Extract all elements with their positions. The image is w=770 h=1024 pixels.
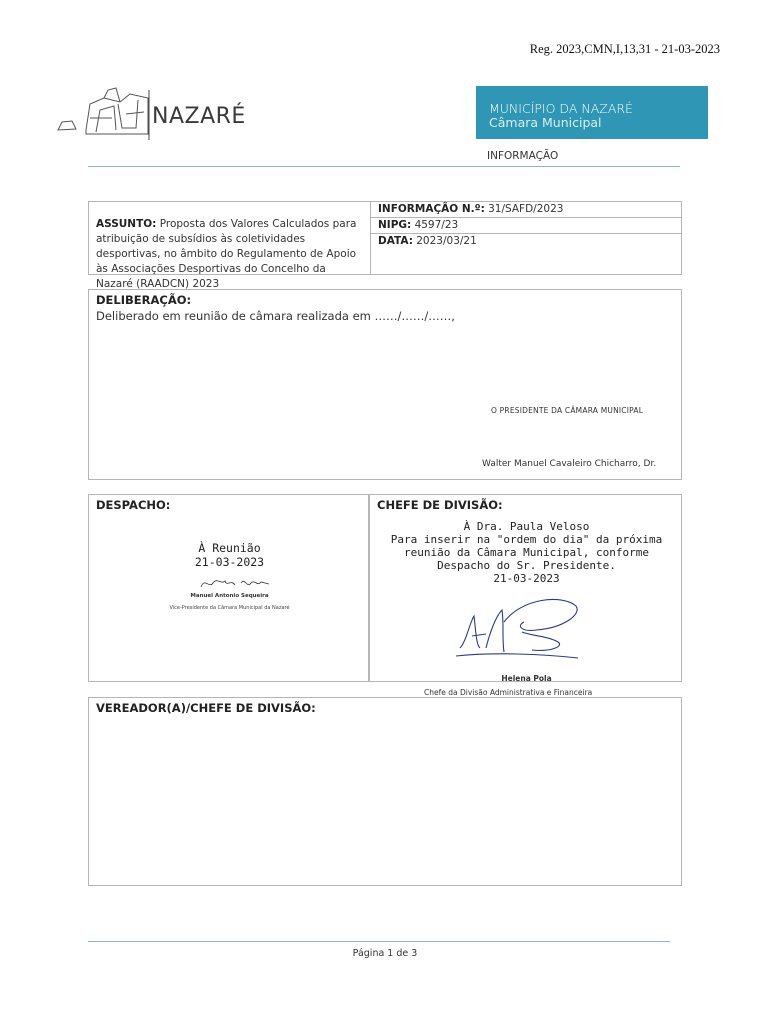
despacho-body	[89, 541, 370, 569]
despacho-title: DESPACHO:	[96, 498, 171, 512]
chefe-role: Chefe da Divisão Administrativa e Financeira	[424, 688, 593, 697]
deliberacao-title: DELIBERAÇÃO:	[96, 293, 192, 307]
assunto-text: Proposta dos Valores Calculados para atribuição de subsídios às coletividades desportivas, no âmbito do Regulamento de Apoio às Associações Desportivas do Concelho da Nazaré (RAADCN) 2023	[96, 218, 357, 290]
document-type: INFORMAÇÃO	[487, 150, 559, 162]
chefe-line1: À Dra. Paula Veloso	[463, 520, 590, 533]
despacho-signer: Manuel Antonio Sequeira	[190, 593, 269, 599]
despacho-signature-icon	[197, 573, 277, 593]
nipg-label: NIPG:	[378, 219, 412, 231]
presidente-caption: O PRESIDENTE DA CÂMARA MUNICIPAL	[491, 406, 644, 415]
chefe-signer: Helena Pola	[501, 674, 552, 683]
assunto-section	[88, 201, 682, 290]
chefe-body	[370, 520, 683, 585]
info-row-informacao	[371, 202, 681, 218]
info-row-data	[371, 234, 681, 249]
despacho-line1: À Reunião	[198, 541, 261, 555]
municipio-subtitle: Câmara Municipal	[489, 115, 602, 130]
chefe-line4: Despacho do Sr. Presidente.	[437, 559, 616, 572]
informacao-value: 31/SAFD/2023	[488, 203, 564, 215]
nipg-value: 4597/23	[414, 219, 459, 231]
assunto-block	[96, 217, 364, 292]
data-value: 2023/03/21	[416, 235, 477, 247]
footer-divider	[88, 941, 670, 942]
despacho-line2: 21-03-2023	[194, 555, 265, 569]
municipio-banner	[476, 86, 708, 139]
deliberacao-text: Deliberado em reunião de câmara realizada em ……/……/……,	[96, 309, 455, 323]
page-number: Página 1 de 3	[352, 948, 418, 959]
info-row-nipg	[371, 218, 681, 234]
data-label: DATA:	[378, 235, 413, 247]
vereador-title: VEREADOR(A)/CHEFE DE DIVISÃO:	[96, 701, 316, 715]
nazare-logo	[56, 84, 256, 144]
chefe-signature-icon	[452, 592, 582, 664]
assunto-label: ASSUNTO:	[96, 218, 157, 230]
nazare-logo-icon	[56, 84, 152, 144]
info-table	[371, 202, 681, 249]
header-divider	[88, 166, 680, 167]
chefe-divisao-section	[369, 494, 682, 682]
brand-name: NAZARÉ	[152, 104, 246, 129]
municipio-title: MUNICÍPIO DA NAZARÉ	[489, 101, 633, 116]
chefe-title: CHEFE DE DIVISÃO:	[377, 498, 503, 512]
registration-stamp: Reg. 2023,CMN,I,13,31 - 21-03-2023	[529, 42, 720, 56]
presidente-name: Walter Manuel Cavaleiro Chicharro, Dr.	[482, 459, 657, 469]
chefe-line3: reunião da Câmara Municipal, conforme	[403, 546, 650, 559]
vereador-section	[88, 697, 682, 886]
deliberacao-section	[88, 289, 682, 480]
chefe-line5: 21-03-2023	[493, 572, 560, 585]
despacho-section	[88, 494, 369, 682]
despacho-role: Vice-Presidente da Câmara Municipal da Nazaré	[169, 605, 290, 611]
informacao-label: INFORMAÇÃO N.º:	[378, 203, 485, 215]
chefe-line2: Para inserir na "ordem do dia" da próxima	[390, 533, 663, 546]
